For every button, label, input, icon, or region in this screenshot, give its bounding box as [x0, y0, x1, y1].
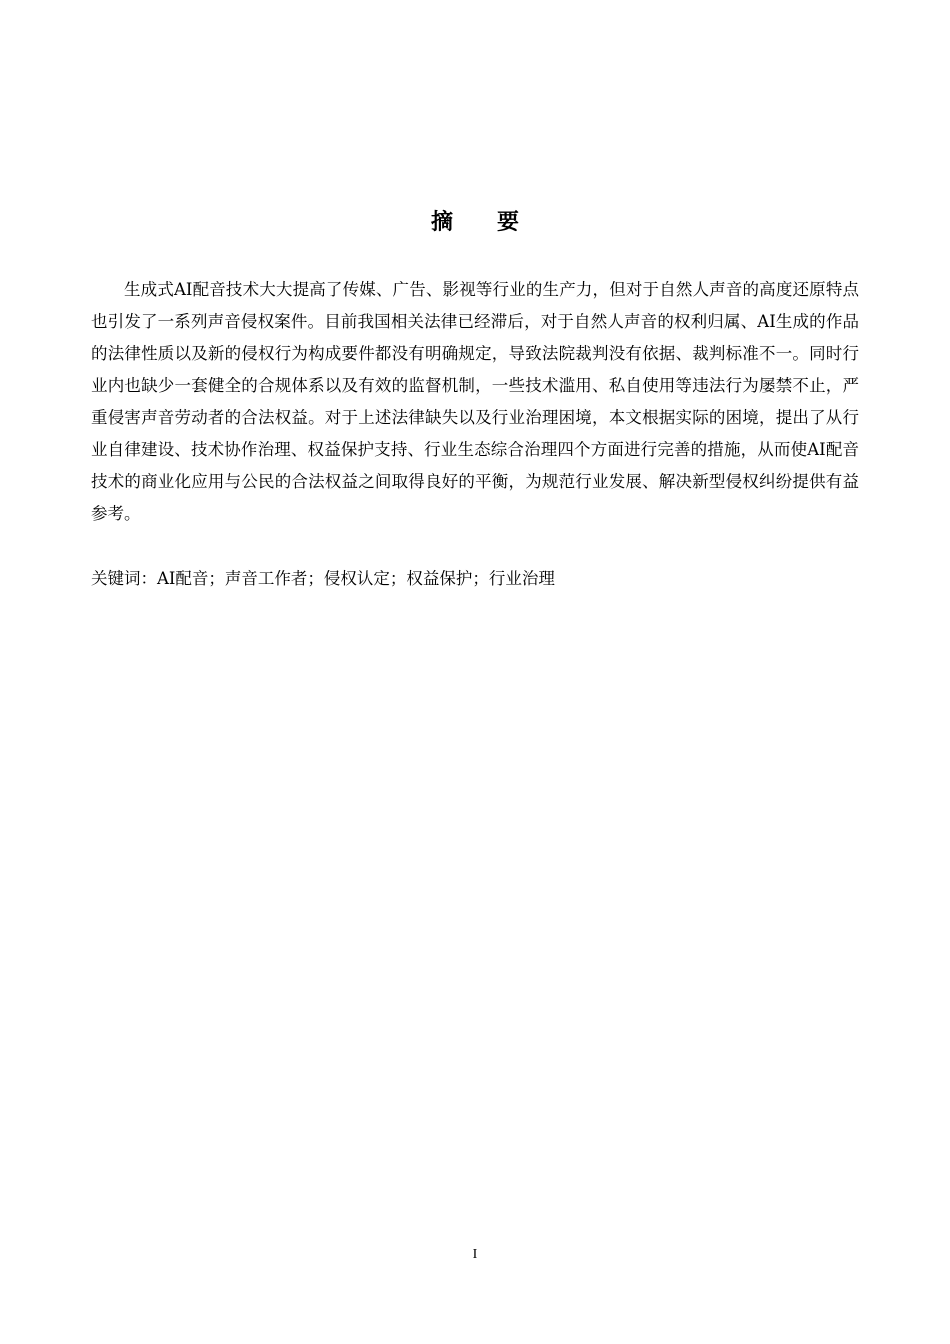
keywords-value: AI配音；声音工作者；侵权认定；权益保护；行业治理 — [157, 569, 555, 588]
keywords-line — [91, 564, 859, 594]
page-title: 摘 要 — [430, 210, 519, 235]
keywords-label: 关键词： — [91, 569, 157, 588]
abstract-body: 生成式AI配音技术大大提高了传媒、广告、影视等行业的生产力，但对于自然人声音的高度还原特点也引发了一系列声音侵权案件。目前我国相关法律已经滞后，对于自然人声音的权利归属、AI生成的作品的法律性质以及新的侵权行为构成要件都没有明确规定，导致法院裁判没有依据、裁判标准不一。同时行业内也缺少一套健全的合规体系以及有效的监督机制，一些技术滥用、私自使用等违法行为屡禁不止，严重侵害声音劳动者的合法权益。对于上述法律缺失以及行业治理困境，本文根据实际的困境，提出了从行业自律建设、技术协作治理、权益保护支持、行业生态综合治理四个方面进行完善的措施，从而使AI配音技术的商业化应用与公民的合法权益之间取得良好的平衡，为规范行业发展、解决新型侵权纠纷提供有益参考。 — [91, 280, 859, 523]
page-number: I — [472, 1247, 478, 1262]
